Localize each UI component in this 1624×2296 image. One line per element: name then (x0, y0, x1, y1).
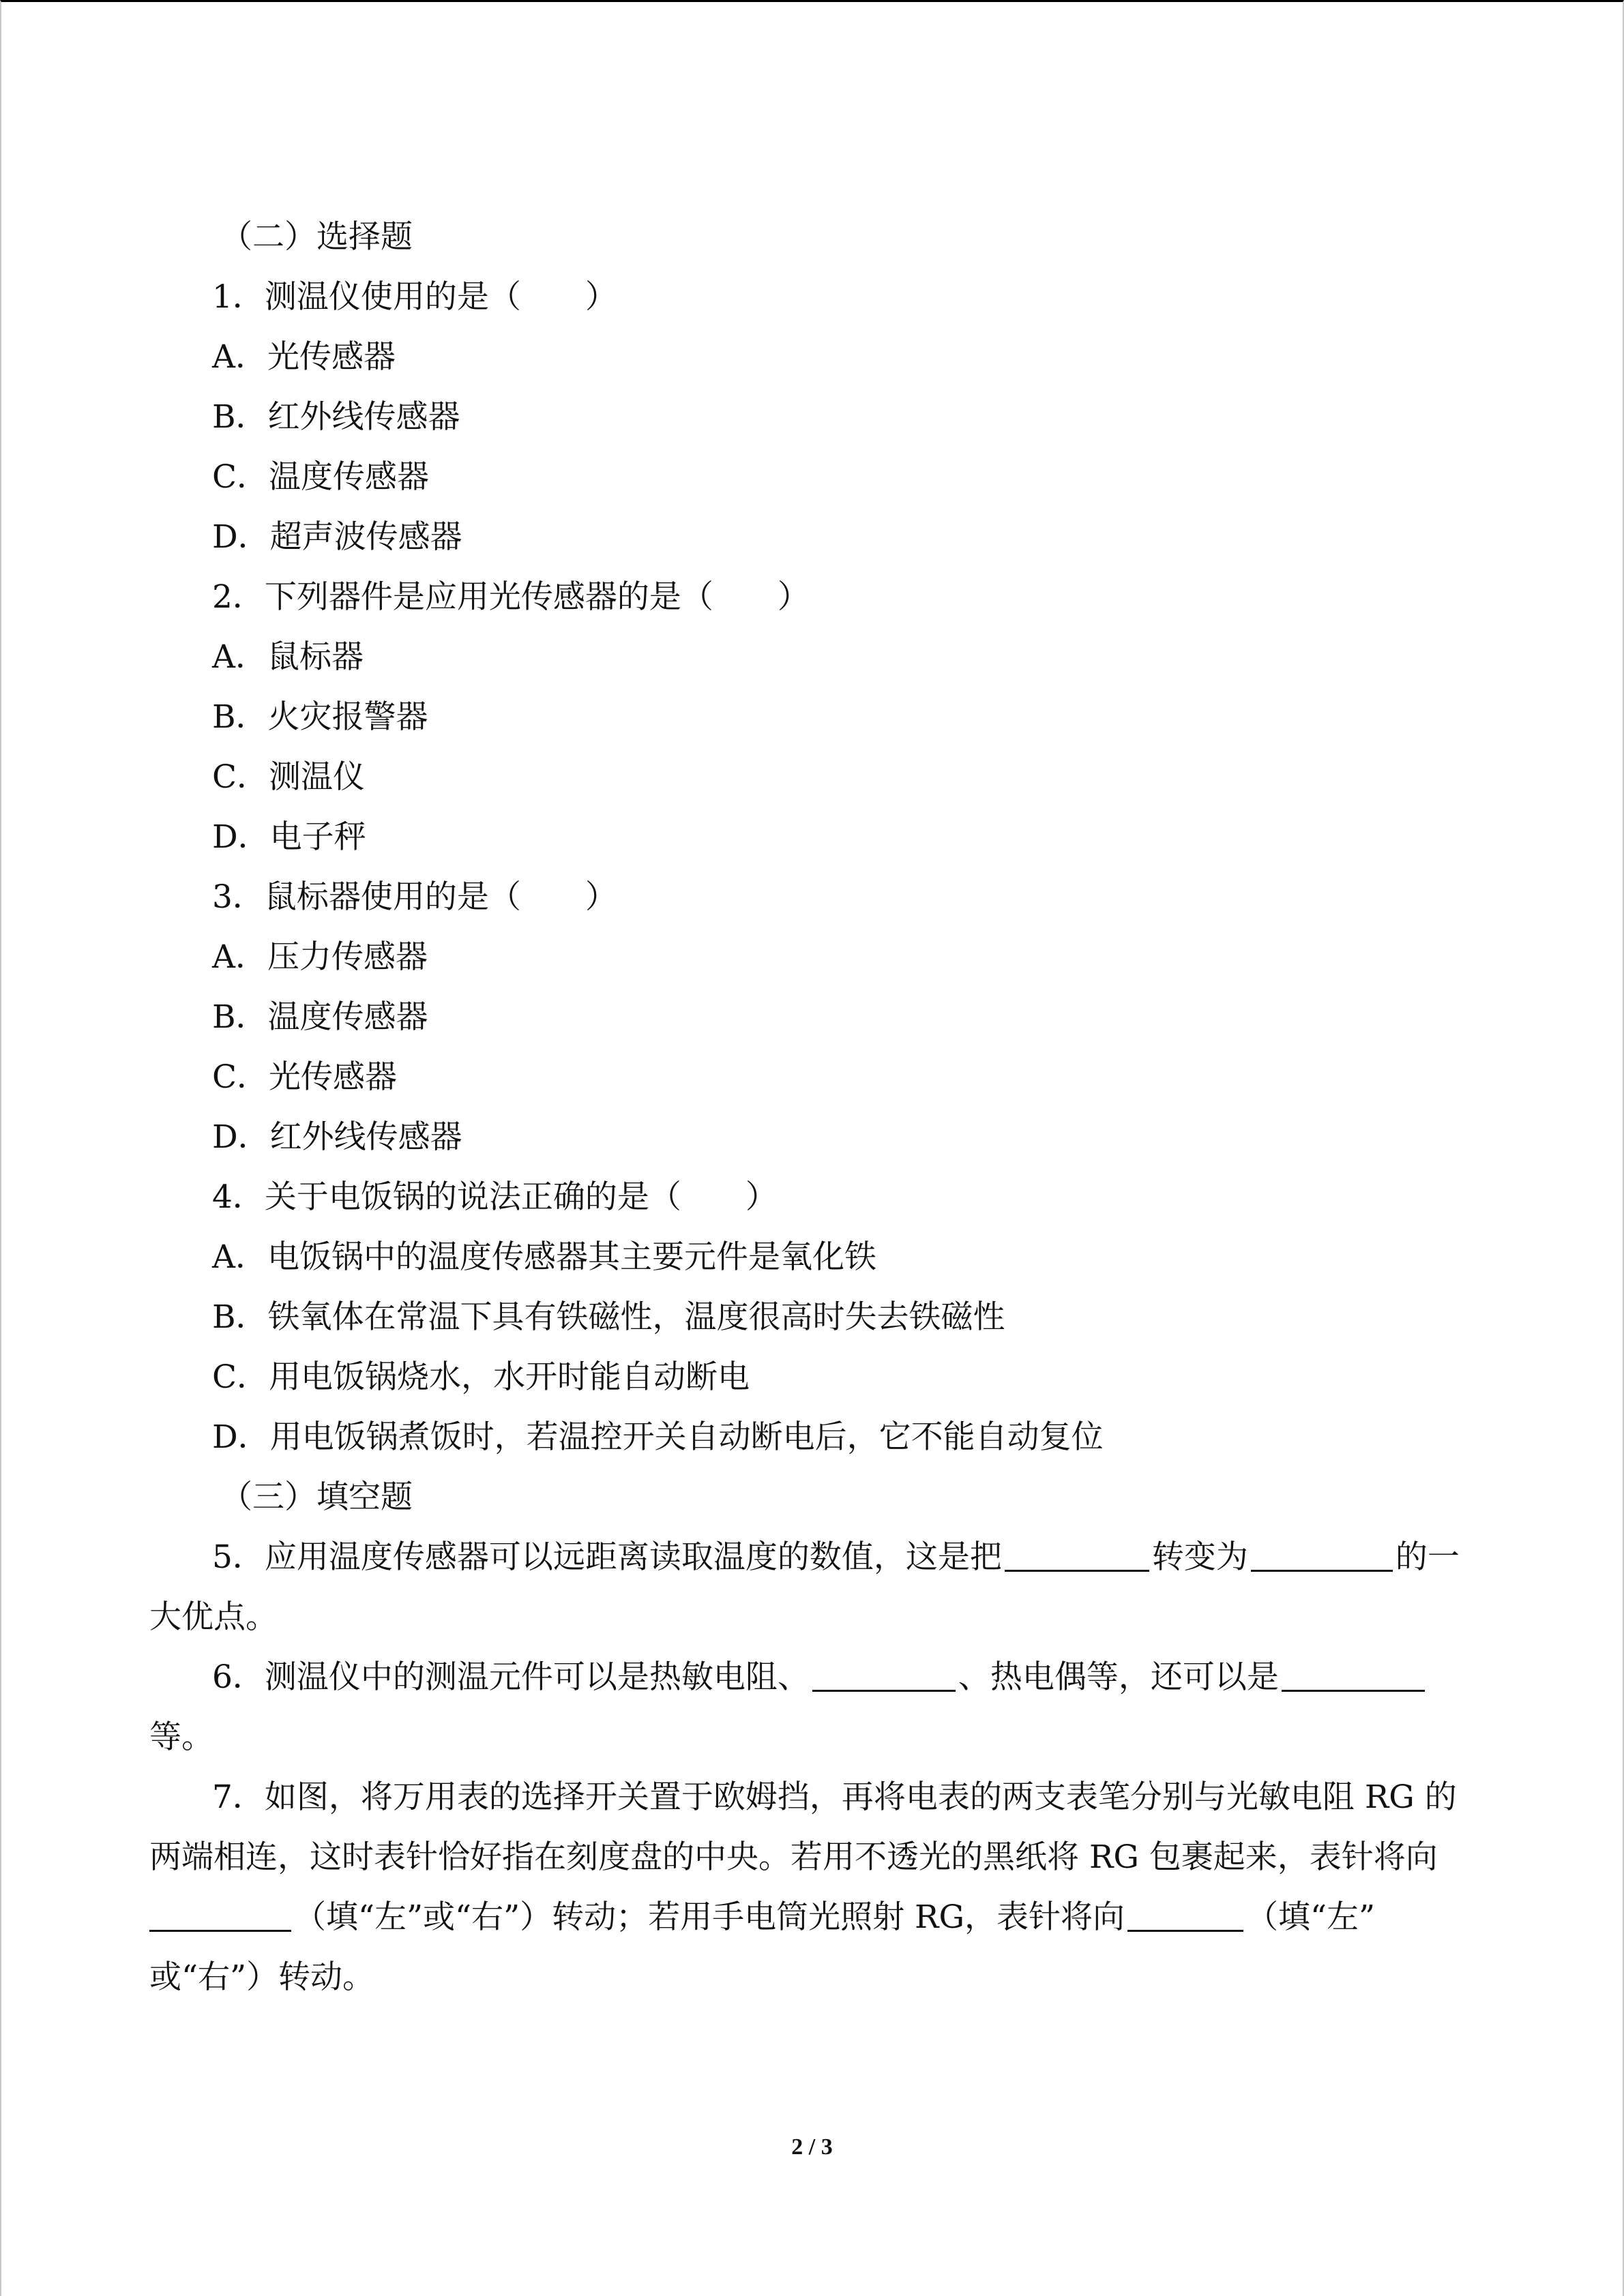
question-5-line-1 (1, 1534, 1623, 1581)
question-3-option-a: A．压力传感器 (212, 938, 428, 976)
question-6-line-2: 等。 (149, 1718, 213, 1756)
question-3-option-b: B．温度传感器 (212, 998, 428, 1036)
question-4-option-a: A．电饭锅中的温度传感器其主要元件是氧化铁 (212, 1238, 876, 1276)
question-5-line-2: 大优点。 (149, 1598, 278, 1636)
answer-blank[interactable] (1282, 1657, 1425, 1692)
question-7-line-2: 两端相连，这时表针恰好指在刻度盘的中央。若用不透光的黑纸将 RG 包裹起来，表针将向 (149, 1838, 1438, 1876)
question-2-option-c: C．测温仪 (212, 758, 365, 796)
question-3-option-d: D．红外线传感器 (212, 1118, 462, 1156)
question-1-option-b: B．红外线传感器 (212, 398, 460, 436)
page-number: 2 / 3 (791, 2134, 833, 2160)
answer-blank[interactable] (149, 1897, 291, 1932)
question-1-stem: 1．测温仪使用的是（ ） (212, 278, 617, 316)
question-7-text-2: （填“左” (1245, 1898, 1376, 1936)
section-heading-choice: （二）选择题 (220, 218, 413, 256)
question-5-text-3: 的一 (1395, 1538, 1460, 1576)
question-1-option-a: A．光传感器 (212, 338, 396, 376)
question-2-stem: 2．下列器件是应用光传感器的是（ ） (212, 578, 810, 616)
question-2-option-a: A．鼠标器 (212, 638, 364, 676)
question-4-option-b: B．铁氧体在常温下具有铁磁性，温度很高时失去铁磁性 (212, 1298, 1005, 1336)
question-2-option-d: D．电子秤 (212, 818, 366, 856)
question-6-text-2: 、热电偶等，还可以是 (958, 1658, 1279, 1696)
question-1-option-c: C．温度传感器 (212, 458, 429, 496)
answer-blank[interactable] (812, 1657, 956, 1692)
question-4-option-c: C．用电饭锅烧水，水开时能自动断电 (212, 1358, 750, 1396)
question-7-text-1: （填“左”或“右”）转动；若用手电筒光照射 RG，表针将向 (294, 1898, 1125, 1936)
question-2-option-b: B．火灾报警器 (212, 698, 428, 736)
question-4-option-d: D．用电饭锅煮饭时，若温控开关自动断电后，它不能自动复位 (212, 1418, 1104, 1456)
question-7-line-4: 或“右”）转动。 (149, 1958, 375, 1996)
question-3-option-c: C．光传感器 (212, 1058, 397, 1096)
question-7-line-1: 7．如图，将万用表的选择开关置于欧姆挡，再将电表的两支表笔分别与光敏电阻 RG 的 (212, 1778, 1457, 1816)
question-7-line-3 (1, 1894, 1623, 1941)
answer-blank[interactable] (1005, 1537, 1149, 1572)
question-3-stem: 3．鼠标器使用的是（ ） (212, 878, 617, 916)
question-6-line-1 (1, 1654, 1623, 1701)
question-1-option-d: D．超声波传感器 (212, 518, 462, 556)
answer-blank[interactable] (1251, 1537, 1393, 1572)
question-4-stem: 4．关于电饭锅的说法正确的是（ ） (212, 1178, 778, 1216)
question-5-text-2: 转变为 (1151, 1538, 1248, 1576)
question-5-text-1: 5．应用温度传感器可以远距离读取温度的数值，这是把 (212, 1538, 1002, 1576)
question-6-text-1: 6．测温仪中的测温元件可以是热敏电阻、 (212, 1658, 810, 1696)
section-heading-fill: （三）填空题 (220, 1478, 413, 1516)
answer-blank[interactable] (1127, 1897, 1243, 1932)
